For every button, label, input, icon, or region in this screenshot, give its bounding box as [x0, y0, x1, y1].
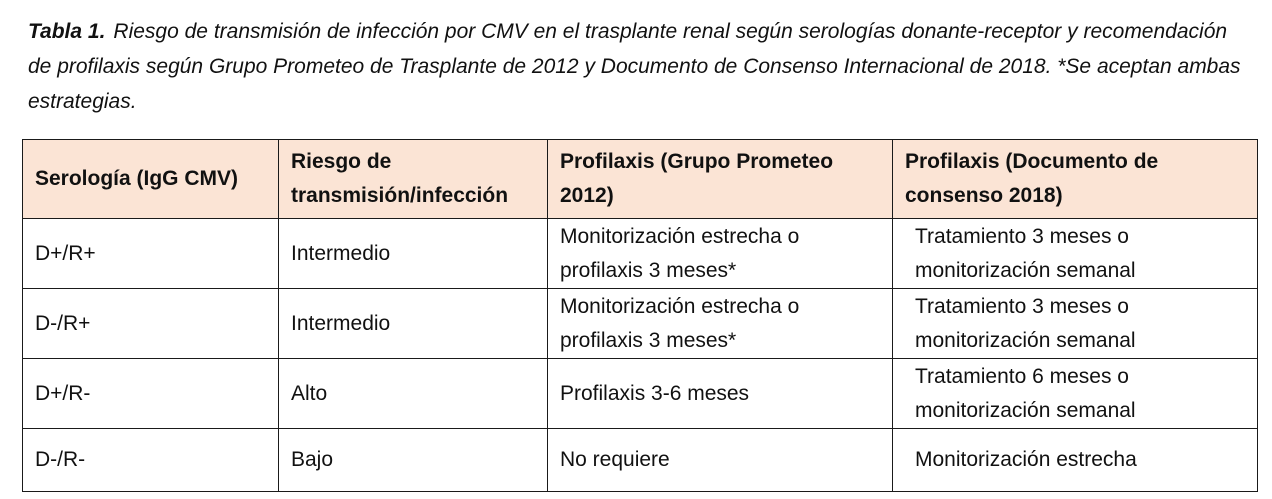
- table-row: [23, 359, 1258, 429]
- cell-profilaxis-prometeo: No requiere: [548, 429, 893, 492]
- cell-profilaxis-prometeo: Monitorización estrecha o profilaxis 3 meses*: [548, 219, 893, 289]
- cell-riesgo: Intermedio: [279, 219, 548, 289]
- cell-profilaxis-consenso: Tratamiento 3 meses o monitorización semanal: [893, 289, 1258, 359]
- header-riesgo: Riesgo de transmisión/infección: [279, 140, 548, 219]
- cell-riesgo: Bajo: [279, 429, 548, 492]
- cell-riesgo: Alto: [279, 359, 548, 429]
- cmv-risk-table: [22, 139, 1258, 492]
- table-row: [23, 219, 1258, 289]
- cell-serologia: D+/R-: [23, 359, 279, 429]
- cell-serologia: D-/R+: [23, 289, 279, 359]
- cell-riesgo: Intermedio: [279, 289, 548, 359]
- header-profilaxis-prometeo: Profilaxis (Grupo Prometeo 2012): [548, 140, 893, 219]
- cell-serologia: D+/R+: [23, 219, 279, 289]
- cell-profilaxis-prometeo: Profilaxis 3-6 meses: [548, 359, 893, 429]
- caption-label: Tabla 1.: [28, 20, 106, 43]
- caption-text: Riesgo de transmisión de infección por CMV en el trasplante renal según serologías donante-receptor y recomendación de profilaxis según Grupo Prometeo de Trasplante de 2012 y Documento de Consenso Internacional de 2018. *Se aceptan ambas estrategias.: [28, 20, 1241, 113]
- table-row: [23, 429, 1258, 492]
- table-row: [23, 289, 1258, 359]
- cell-profilaxis-consenso: Monitorización estrecha: [893, 429, 1258, 492]
- table-header-row: [23, 140, 1258, 219]
- cell-profilaxis-prometeo: Monitorización estrecha o profilaxis 3 meses*: [548, 289, 893, 359]
- header-profilaxis-consenso: Profilaxis (Documento de consenso 2018): [893, 140, 1258, 219]
- cell-serologia: D-/R-: [23, 429, 279, 492]
- header-serologia: Serología (IgG CMV): [23, 140, 279, 219]
- cell-profilaxis-consenso: Tratamiento 6 meses o monitorización semanal: [893, 359, 1258, 429]
- table-caption: [28, 14, 1253, 119]
- cell-profilaxis-consenso: Tratamiento 3 meses o monitorización semanal: [893, 219, 1258, 289]
